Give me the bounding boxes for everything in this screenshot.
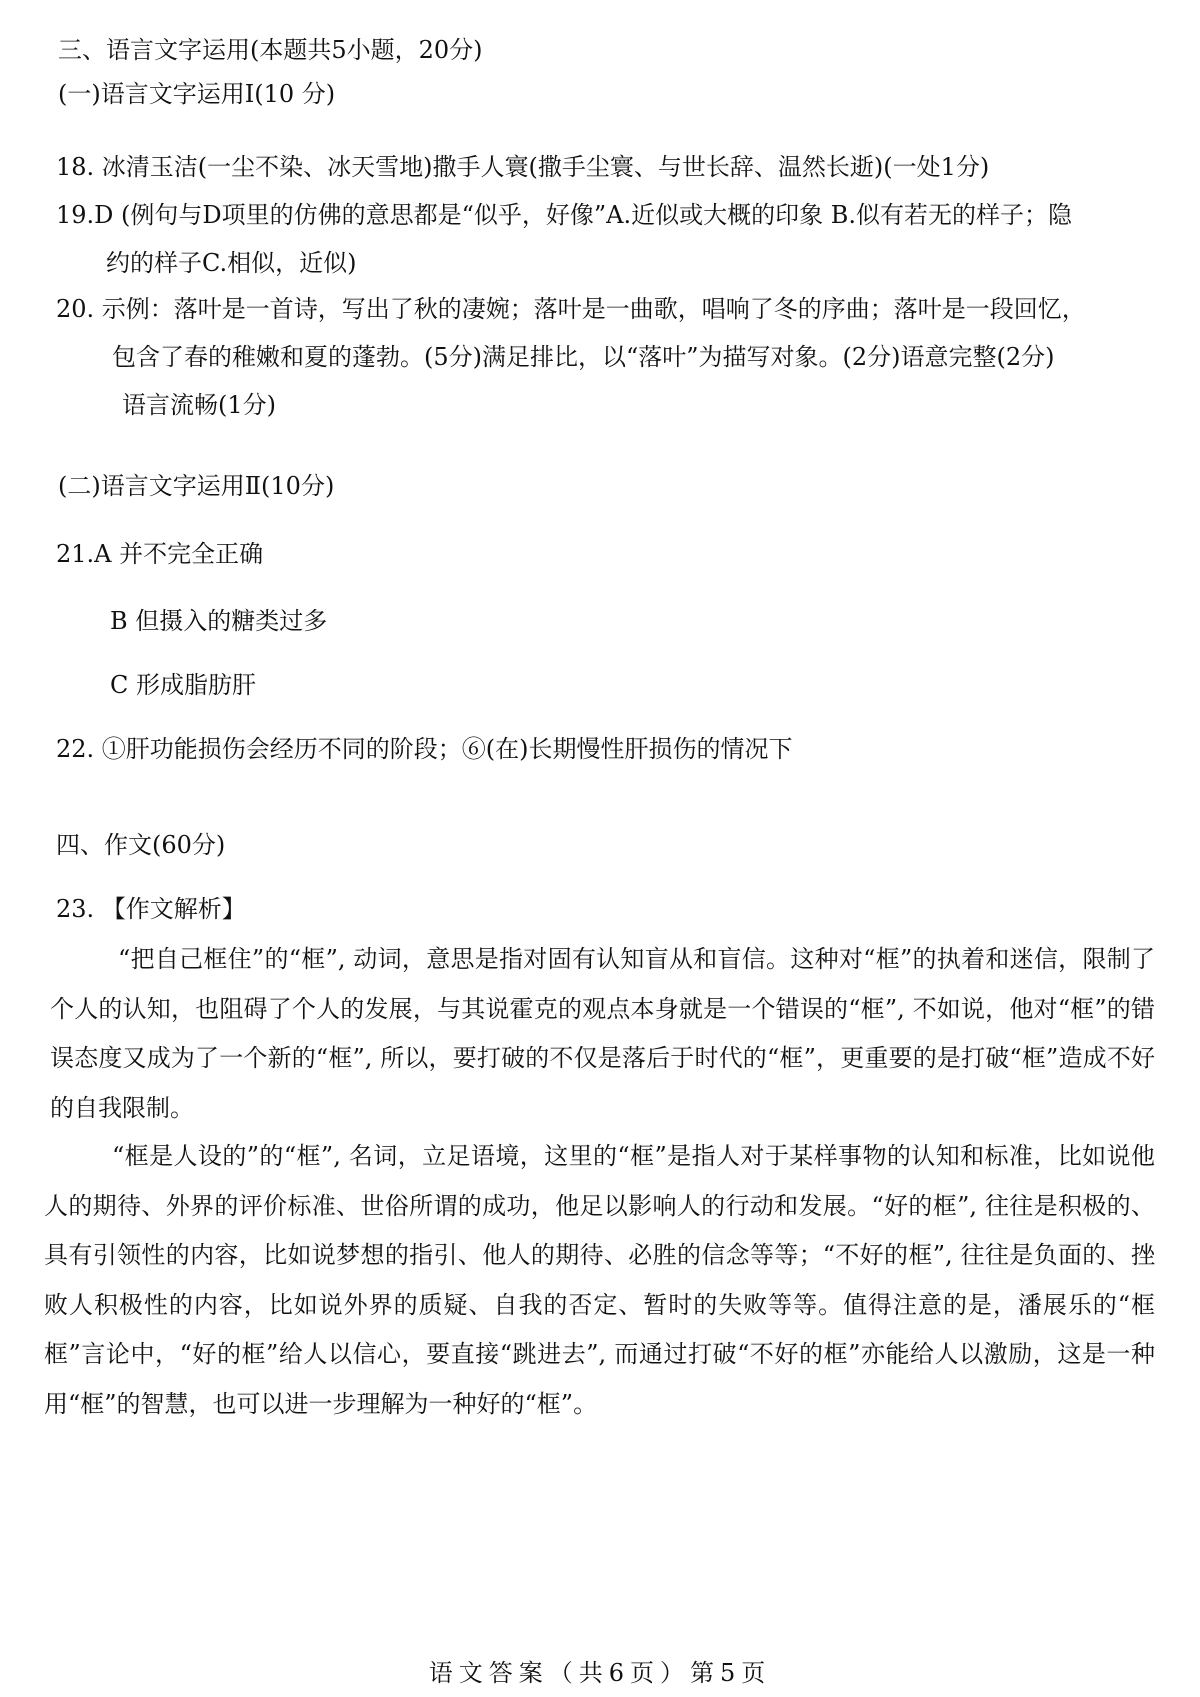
answer-19-line1: 19.D (例句与D项里的仿佛的意思都是“似乎，好像”A.近似或大概的印象 B.似有若无的样子；隐 xyxy=(56,201,1073,229)
answer-20-line1: 20. 示例：落叶是一首诗，写出了秋的凄婉；落叶是一曲歌，唱响了冬的序曲；落叶是一段回忆， xyxy=(56,295,1086,323)
answer-22: 22. ①肝功能损伤会经历不同的阶段；⑥(在)长期慢性肝损伤的情况下 xyxy=(56,735,793,763)
answer-21-c: C 形成脂肪肝 xyxy=(110,671,256,699)
answer-20-line3: 语言流畅(1分) xyxy=(122,391,276,419)
essay-analysis-paragraph-2: “框是人设的”的“框”, 名词，立足语境，这里的“框”是指人对于某样事物的认知和标准，比如说他人的期待、外界的评价标准、世俗所谓的成功，他足以影响人的行动和发展。“好的框”, 往往是积极的、具有引领性的内容，比如说梦想的指引、他人的期待、必胜的信念等等；“不好的框”, 往往是负面的、挫败人积极性的内容，比如说外界的质疑、自我的否定、暂时的失败等等。值得注意的是，潘展乐的“框框”言论中，“好的框”给人以信心，要直接“跳进去”, 而通过打破“不好的框”亦能给人以激励，这是一种用“框”的智慧，也可以进一步理解为一种好的“框”。 xyxy=(44,1142,1155,1418)
part2-heading: (二)语言文字运用Ⅱ(10分) xyxy=(58,472,335,500)
section4-heading: 四、作文(60分) xyxy=(56,831,226,859)
essay-analysis-paragraph-1: “把自己框住”的“框”, 动词，意思是指对固有认知盲从和盲信。这种对“框”的执着和迷信，限制了个人的认知，也阻碍了个人的发展，与其说霍克的观点本身就是一个错误的“框”, 不如说，他对“框”的错误态度又成为了一个新的“框”, 所以，要打破的不仅是落后于时代的“框”，更重要的是打破“框”造成不好的自我限制。 xyxy=(50,945,1155,1122)
part1-heading: (一)语言文字运用Ⅰ(10 分) xyxy=(58,80,336,108)
answer-21-a: 21.A 并不完全正确 xyxy=(56,540,264,568)
section3-heading: 三、语言文字运用(本题共5小题，20分) xyxy=(58,36,483,64)
page-footer: 语文答案（共6页）第5页 xyxy=(428,1659,772,1687)
answer-21-b: B 但摄入的糖类过多 xyxy=(110,607,328,635)
answer-19-line2: 约的样子C.相似，近似) xyxy=(106,249,357,277)
answer-23-heading: 23. 【作文解析】 xyxy=(56,895,246,923)
answer-20-line2: 包含了春的稚嫩和夏的蓬勃。(5分)满足排比，以“落叶”为描写对象。(2分)语意完整(2分) xyxy=(112,343,1055,371)
answer-18: 18. 冰清玉洁(一尘不染、冰天雪地)撒手人寰(撒手尘寰、与世长辞、温然长逝)(一处1分) xyxy=(56,153,990,181)
